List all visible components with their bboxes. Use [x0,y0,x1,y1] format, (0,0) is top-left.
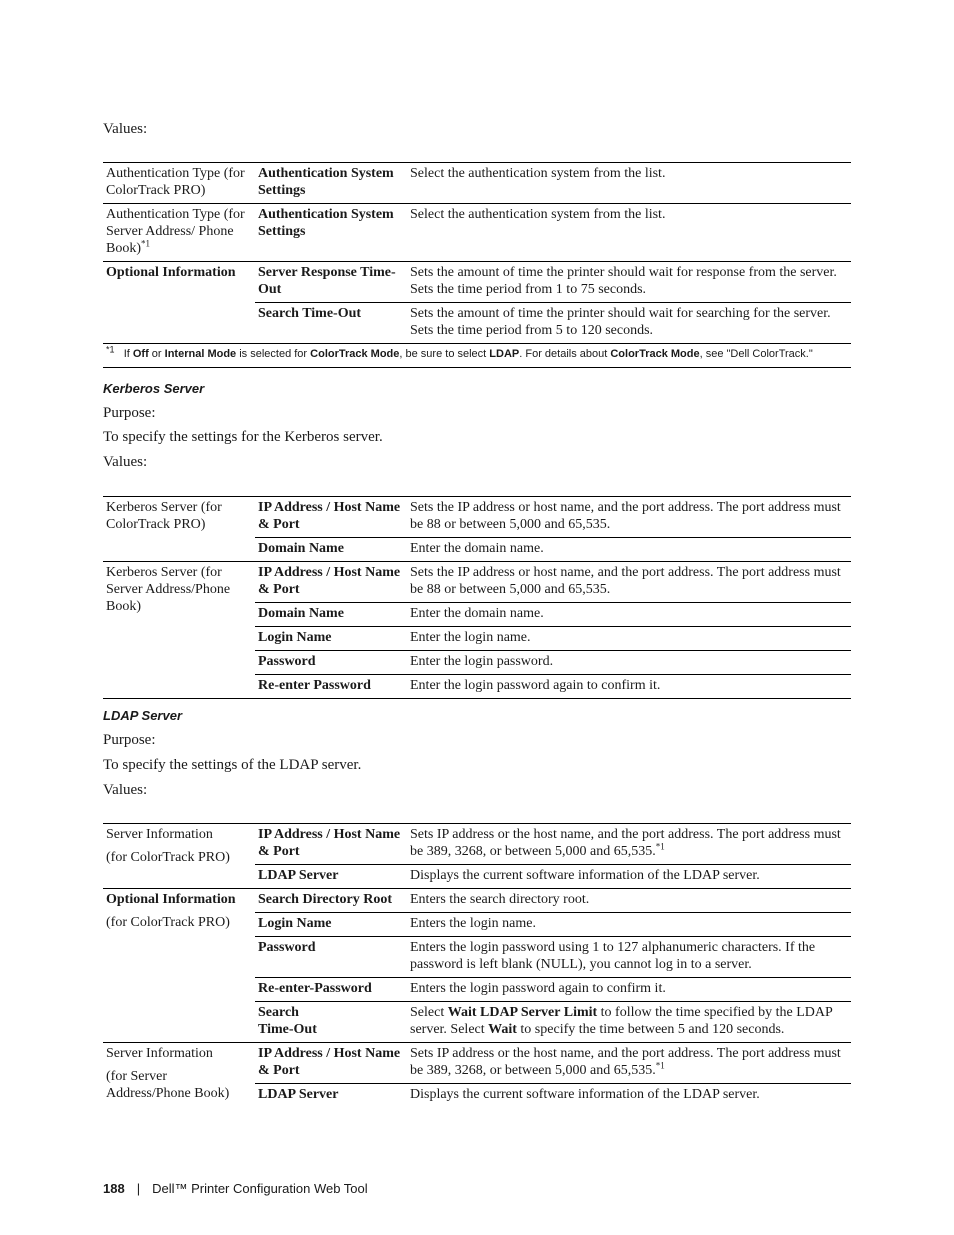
table-cell: Sets the amount of time the printer should wait for response from the server. Sets the time period from 1 to 75 seconds. [407,262,851,303]
footnote-row [103,344,851,368]
table-row [103,163,851,204]
table-cell: Enter the login password. [407,651,851,675]
table-cell: Enter the domain name. [407,603,851,627]
values-label: Values: [103,121,148,137]
footnote: $^{*1}$ If Off or Internal Mode is selected for ColorTrack Mode, be sure to select LDAP. For details about ColorTrack Mode, see "Dell ColorTrack." [103,344,851,368]
table-row [103,562,851,603]
table-cell: IP Address / Host Name & Port [255,562,407,603]
table-cell: Domain Name [255,538,407,562]
table-cell: LDAP Server [255,1084,407,1108]
purpose-text: To specify the settings of the LDAP server. [103,757,362,773]
table-cell: Authentication System Settings [255,163,407,204]
table-cell: Server Information (for Server Address/Phone Book) [103,1043,255,1108]
table-cell: Server Response Time-Out [255,262,407,303]
kerberos-heading: Kerberos Server [103,381,205,396]
table-row [103,824,851,865]
values-label: Values: [103,782,148,798]
table-row [103,497,851,538]
table-cell: Domain Name [255,603,407,627]
purpose-label: Purpose: [103,732,156,748]
table-cell: Enters the login password using 1 to 127 alphanumeric characters. If the password is left blank (NULL), you cannot log in to a server. [407,937,851,978]
table-cell: IP Address / Host Name & Port [255,497,407,538]
table-cell: Password [255,937,407,978]
table-cell: Displays the current software information of the LDAP server. [407,1084,851,1108]
table-cell: Re-enter Password [255,675,407,699]
table-cell: Server Information (for ColorTrack PRO) [103,824,255,889]
table-row [103,889,851,913]
table-cell: Enters the login name. [407,913,851,937]
footer-title: Dell™ Printer Configuration Web Tool [152,1181,368,1196]
table-cell: Search Time-Out [255,1002,407,1043]
table-row [103,262,851,303]
auth-values-table [103,162,851,368]
table-cell: Enters the login password again to confirm it. [407,978,851,1002]
table-cell: IP Address / Host Name & Port [255,1043,407,1084]
table-cell: Authentication Type (for Server Address/ Phone Book)$^{*1}$ [103,204,255,262]
table-cell: Login Name [255,627,407,651]
table-cell: Sets the amount of time the printer should wait for searching for the server. Sets the time period from 5 to 120 seconds. [407,303,851,344]
table-cell: Enter the domain name. [407,538,851,562]
purpose-text: To specify the settings for the Kerberos server. [103,429,383,445]
table-cell: Authentication Type (for ColorTrack PRO) [103,163,255,204]
table-cell: IP Address / Host Name & Port [255,824,407,865]
table-cell: Search Directory Root [255,889,407,913]
table-cell: Password [255,651,407,675]
table-cell: Select Wait LDAP Server Limit to follow the time specified by the LDAP server. Select Wait to specify the time between 5 and 120 seconds. [407,1002,851,1043]
table-cell: Login Name [255,913,407,937]
table-cell: Search Time-Out [255,303,407,344]
table-cell: Re-enter-Password [255,978,407,1002]
table-cell: LDAP Server [255,865,407,889]
table-cell: Sets the IP address or host name, and the port address. The port address must be 88 or between 5,000 and 65,535. [407,497,851,538]
table-cell: Enters the search directory root. [407,889,851,913]
ldap-heading: LDAP Server [103,708,182,723]
page-footer [103,1181,368,1196]
kerberos-values-table [103,496,851,699]
table-cell: Select the authentication system from the list. [407,163,851,204]
table-cell: Enter the login name. [407,627,851,651]
table-cell: Optional Information [103,262,255,344]
table-cell: Sets IP address or the host name, and the port address. The port address must be 389, 3268, or between 5,000 and 65,535.$^{*1}$ [407,824,851,865]
footer-separator: | [136,1181,141,1196]
table-row [103,204,851,262]
table-cell: Sets IP address or the host name, and the port address. The port address must be 389, 3268, or between 5,000 and 65,535.$^{*1}$ [407,1043,851,1084]
page-number: 188 [103,1181,125,1196]
table-cell: Select the authentication system from the list. [407,204,851,262]
table-cell: Authentication System Settings [255,204,407,262]
table-cell: Kerberos Server (for Server Address/Phone Book) [103,562,255,699]
values-label: Values: [103,454,148,470]
table-cell: Enter the login password again to confirm it. [407,675,851,699]
ldap-values-table [103,823,851,1107]
table-cell: Optional Information (for ColorTrack PRO) [103,889,255,1043]
table-cell: Kerberos Server (for ColorTrack PRO) [103,497,255,562]
table-cell: Displays the current software information of the LDAP server. [407,865,851,889]
purpose-label: Purpose: [103,405,156,421]
table-row [103,1043,851,1084]
table-cell: Sets the IP address or host name, and the port address. The port address must be 88 or between 5,000 and 65,535. [407,562,851,603]
